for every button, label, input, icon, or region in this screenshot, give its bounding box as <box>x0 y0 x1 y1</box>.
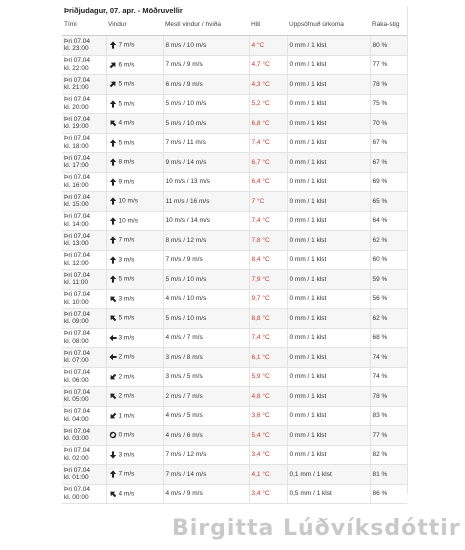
humidity-cell: 78 % <box>370 387 407 407</box>
humidity-cell: 77 % <box>370 426 407 446</box>
precip-cell: 0 mm / 1 klst <box>287 426 370 446</box>
wind-speed: 5 m/s <box>118 100 135 108</box>
row-day: Þri 07.04 <box>64 174 91 182</box>
table-row <box>62 406 407 426</box>
gust-cell: 4 m/s / 7 m/s <box>163 328 249 348</box>
row-hour: kl. 18:00 <box>64 142 89 150</box>
wind-cell <box>106 211 163 231</box>
gust-cell: 11 m/s / 16 m/s <box>163 192 249 212</box>
wind-direction-arrow-icon <box>109 41 117 49</box>
temp-cell: 5,2 °C <box>249 94 287 114</box>
table-row <box>62 172 407 192</box>
precip-cell: 0 mm / 1 klst <box>287 94 370 114</box>
wind-cell <box>106 36 163 56</box>
humidity-cell: 65 % <box>370 192 407 212</box>
wind-cell <box>106 94 163 114</box>
wind-speed: 7 m/s <box>118 470 135 478</box>
wind-speed: 5 m/s <box>118 314 135 322</box>
row-hour: kl. 22:00 <box>64 64 89 72</box>
gust-cell: 3 m/s / 8 m/s <box>163 348 249 368</box>
precip-cell: 0 mm / 1 klst <box>287 387 370 407</box>
precip-cell: 0 mm / 1 klst <box>287 114 370 134</box>
time-cell <box>62 133 106 153</box>
precip-cell: 0 mm / 1 klst <box>287 250 370 270</box>
row-day: Þri 07.04 <box>64 330 91 338</box>
humidity-cell: 75 % <box>370 94 407 114</box>
row-hour: kl. 07:00 <box>64 357 89 365</box>
weather-observation-panel <box>62 6 407 504</box>
wind-cell <box>106 465 163 485</box>
humidity-cell: 60 % <box>370 250 407 270</box>
table-row <box>62 250 407 270</box>
wind-speed: 8 m/s <box>118 158 135 166</box>
gust-cell: 8 m/s / 12 m/s <box>163 231 249 251</box>
humidity-cell: 74 % <box>370 367 407 387</box>
time-cell <box>62 367 106 387</box>
table-row <box>62 289 407 309</box>
humidity-cell: 67 % <box>370 133 407 153</box>
humidity-cell: 74 % <box>370 348 407 368</box>
table-row <box>62 153 407 173</box>
wind-speed: 1 m/s <box>118 412 135 420</box>
row-day: Þri 07.04 <box>64 310 91 318</box>
table-row <box>62 114 407 134</box>
temp-cell: 5,4 °C <box>249 426 287 446</box>
temp-cell: 4,3 °C <box>249 75 287 95</box>
precip-cell: 0 mm / 1 klst <box>287 309 370 329</box>
gust-cell: 4 m/s / 5 m/s <box>163 406 249 426</box>
wind-cell <box>106 309 163 329</box>
time-cell <box>62 231 106 251</box>
wind-cell <box>106 250 163 270</box>
precip-cell: 0 mm / 1 klst <box>287 36 370 56</box>
row-hour: kl. 08:00 <box>64 337 89 345</box>
precip-cell: 0 mm / 1 klst <box>287 75 370 95</box>
precip-cell: 0,1 mm / 1 klst <box>287 465 370 485</box>
table-row <box>62 426 407 446</box>
row-day: Þri 07.04 <box>64 135 91 143</box>
time-cell <box>62 114 106 134</box>
row-day: Þri 07.04 <box>64 388 91 396</box>
row-day: Þri 07.04 <box>64 115 91 123</box>
gust-cell: 4 m/s / 6 m/s <box>163 426 249 446</box>
time-cell <box>62 75 106 95</box>
precip-cell: 0 mm / 1 klst <box>287 211 370 231</box>
row-day: Þri 07.04 <box>64 154 91 162</box>
wind-speed: 5 m/s <box>118 80 135 88</box>
wind-direction-arrow-icon <box>109 236 117 244</box>
time-cell <box>62 172 106 192</box>
wind-speed: 7 m/s <box>118 41 135 49</box>
time-cell <box>62 36 106 56</box>
humidity-cell: 59 % <box>370 270 407 290</box>
row-day: Þri 07.04 <box>64 447 91 455</box>
wind-direction-arrow-icon <box>109 490 117 498</box>
wind-cell <box>106 289 163 309</box>
wind-direction-arrow-icon <box>109 451 117 459</box>
precip-cell: 0 mm / 1 klst <box>287 328 370 348</box>
row-day: Þri 07.04 <box>64 369 91 377</box>
table-row <box>62 465 407 485</box>
wind-direction-arrow-icon <box>109 412 117 420</box>
humidity-cell: 69 % <box>370 172 407 192</box>
header-gust: Mesti vindur / hviða <box>163 15 249 36</box>
wind-direction-arrow-icon <box>109 275 117 283</box>
row-hour: kl. 17:00 <box>64 162 89 170</box>
gust-cell: 2 m/s / 7 m/s <box>163 387 249 407</box>
wind-speed: 5 m/s <box>118 275 135 283</box>
humidity-cell: 62 % <box>370 231 407 251</box>
time-cell <box>62 387 106 407</box>
gust-cell: 5 m/s / 10 m/s <box>163 309 249 329</box>
wind-cell <box>106 172 163 192</box>
precip-cell: 0 mm / 1 klst <box>287 289 370 309</box>
temp-cell: 7,8 °C <box>249 231 287 251</box>
wind-direction-arrow-icon <box>109 431 117 439</box>
row-day: Þri 07.04 <box>64 76 91 84</box>
row-hour: kl. 10:00 <box>64 298 89 306</box>
row-day: Þri 07.04 <box>64 193 91 201</box>
wind-cell <box>106 328 163 348</box>
time-cell <box>62 406 106 426</box>
header-precip: Uppsöfnuð úrkoma <box>287 15 370 36</box>
wind-direction-arrow-icon <box>109 80 117 88</box>
wind-direction-arrow-icon <box>109 119 117 127</box>
wind-speed: 0 m/s <box>118 431 135 439</box>
gust-cell: 3 m/s / 5 m/s <box>163 367 249 387</box>
table-row <box>62 75 407 95</box>
time-cell <box>62 153 106 173</box>
table-row <box>62 211 407 231</box>
temp-cell: 3,6 °C <box>249 406 287 426</box>
wind-direction-arrow-icon <box>109 178 117 186</box>
wind-direction-arrow-icon <box>109 139 117 147</box>
wind-cell <box>106 445 163 465</box>
gust-cell: 9 m/s / 14 m/s <box>163 153 249 173</box>
table-row <box>62 387 407 407</box>
wind-cell <box>106 406 163 426</box>
wind-speed: 3 m/s <box>118 295 135 303</box>
row-hour: kl. 21:00 <box>64 84 89 92</box>
table-row <box>62 445 407 465</box>
row-hour: kl. 14:00 <box>64 220 89 228</box>
gust-cell: 7 m/s / 9 m/s <box>163 55 249 75</box>
gust-cell: 7 m/s / 12 m/s <box>163 445 249 465</box>
humidity-cell: 56 % <box>370 289 407 309</box>
temp-cell: 7,4 °C <box>249 133 287 153</box>
row-day: Þri 07.04 <box>64 96 91 104</box>
wind-direction-arrow-icon <box>109 314 117 322</box>
humidity-cell: 67 % <box>370 153 407 173</box>
humidity-cell: 68 % <box>370 328 407 348</box>
wind-cell <box>106 192 163 212</box>
table-row <box>62 231 407 251</box>
wind-cell <box>106 348 163 368</box>
table-row <box>62 309 407 329</box>
time-cell <box>62 348 106 368</box>
table-row <box>62 484 407 504</box>
temp-cell: 4,8 °C <box>249 387 287 407</box>
wind-cell <box>106 270 163 290</box>
temp-cell: 9,7 °C <box>249 289 287 309</box>
humidity-cell: 70 % <box>370 114 407 134</box>
wind-cell <box>106 133 163 153</box>
wind-cell <box>106 55 163 75</box>
wind-speed: 7 m/s <box>118 236 135 244</box>
temp-cell: 8,4 °C <box>249 250 287 270</box>
gust-cell: 4 m/s / 10 m/s <box>163 289 249 309</box>
temp-cell: 3,4 °C <box>249 445 287 465</box>
wind-cell <box>106 153 163 173</box>
table-row <box>62 367 407 387</box>
wind-speed: 3 m/s <box>118 451 135 459</box>
temp-cell: 3,4 °C <box>249 484 287 504</box>
row-hour: kl. 20:00 <box>64 103 89 111</box>
table-body <box>62 36 407 504</box>
temp-cell: 7 °C <box>249 192 287 212</box>
gust-cell: 10 m/s / 14 m/s <box>163 211 249 231</box>
row-hour: kl. 02:00 <box>64 454 89 462</box>
gust-cell: 5 m/s / 10 m/s <box>163 94 249 114</box>
row-hour: kl. 13:00 <box>64 240 89 248</box>
row-day: Þri 07.04 <box>64 291 91 299</box>
gust-cell: 6 m/s / 9 m/s <box>163 75 249 95</box>
wind-speed: 2 m/s <box>118 392 135 400</box>
table-right-border <box>407 6 408 494</box>
temp-cell: 4,1 °C <box>249 465 287 485</box>
precip-cell: 0 mm / 1 klst <box>287 270 370 290</box>
row-hour: kl. 05:00 <box>64 396 89 404</box>
row-day: Þri 07.04 <box>64 486 91 494</box>
gust-cell: 7 m/s / 9 m/s <box>163 250 249 270</box>
wind-cell <box>106 484 163 504</box>
wind-cell <box>106 114 163 134</box>
table-caption: Þriðjudagur, 07. apr. - Möðruvellir <box>64 6 183 15</box>
humidity-cell: 86 % <box>370 484 407 504</box>
temp-cell: 5,9 °C <box>249 367 287 387</box>
wind-cell <box>106 387 163 407</box>
time-cell <box>62 465 106 485</box>
row-hour: kl. 19:00 <box>64 123 89 131</box>
wind-direction-arrow-icon <box>109 295 117 303</box>
humidity-cell: 62 % <box>370 309 407 329</box>
wind-speed: 4 m/s <box>118 490 135 498</box>
temp-cell: 8,8 °C <box>249 309 287 329</box>
table-row <box>62 55 407 75</box>
row-day: Þri 07.04 <box>64 252 91 260</box>
humidity-cell: 80 % <box>370 36 407 56</box>
wind-speed: 9 m/s <box>118 178 135 186</box>
header-time: Tími <box>62 15 106 36</box>
precip-cell: 0 mm / 1 klst <box>287 348 370 368</box>
wind-direction-arrow-icon <box>109 100 117 108</box>
wind-cell <box>106 426 163 446</box>
humidity-cell: 82 % <box>370 445 407 465</box>
precip-cell: 0 mm / 1 klst <box>287 172 370 192</box>
gust-cell: 8 m/s / 10 m/s <box>163 36 249 56</box>
time-cell <box>62 426 106 446</box>
wind-direction-arrow-icon <box>109 217 117 225</box>
gust-cell: 5 m/s / 10 m/s <box>163 114 249 134</box>
precip-cell: 0,5 mm / 1 klst <box>287 484 370 504</box>
gust-cell: 5 m/s / 10 m/s <box>163 270 249 290</box>
wind-speed: 2 m/s <box>118 353 135 361</box>
row-hour: kl. 15:00 <box>64 201 89 209</box>
wind-direction-arrow-icon <box>109 353 117 361</box>
table-row <box>62 94 407 114</box>
wind-cell <box>106 231 163 251</box>
observation-table <box>62 15 407 504</box>
wind-cell <box>106 75 163 95</box>
precip-cell: 0 mm / 1 klst <box>287 406 370 426</box>
wind-direction-arrow-icon <box>109 373 117 381</box>
time-cell <box>62 192 106 212</box>
wind-speed: 4 m/s <box>118 119 135 127</box>
humidity-cell: 83 % <box>370 406 407 426</box>
table-row <box>62 348 407 368</box>
row-day: Þri 07.04 <box>64 271 91 279</box>
row-hour: kl. 03:00 <box>64 435 89 443</box>
time-cell <box>62 94 106 114</box>
row-hour: kl. 04:00 <box>64 415 89 423</box>
temp-cell: 6,7 °C <box>249 153 287 173</box>
row-day: Þri 07.04 <box>64 349 91 357</box>
temp-cell: 6,8 °C <box>249 114 287 134</box>
wind-direction-arrow-icon <box>109 197 117 205</box>
row-hour: kl. 16:00 <box>64 181 89 189</box>
humidity-cell: 78 % <box>370 75 407 95</box>
time-cell <box>62 55 106 75</box>
temp-cell: 7,4 °C <box>249 211 287 231</box>
row-hour: kl. 11:00 <box>64 279 89 287</box>
humidity-cell: 81 % <box>370 465 407 485</box>
temp-cell: 6,4 °C <box>249 172 287 192</box>
time-cell <box>62 484 106 504</box>
precip-cell: 0 mm / 1 klst <box>287 367 370 387</box>
temp-cell: 4,7 °C <box>249 55 287 75</box>
wind-speed: 2 m/s <box>118 373 135 381</box>
row-day: Þri 07.04 <box>64 213 91 221</box>
row-day: Þri 07.04 <box>64 57 91 65</box>
wind-direction-arrow-icon <box>109 61 117 69</box>
precip-cell: 0 mm / 1 klst <box>287 445 370 465</box>
row-day: Þri 07.04 <box>64 232 91 240</box>
table-row <box>62 192 407 212</box>
table-row <box>62 328 407 348</box>
wind-speed: 10 m/s <box>118 197 139 205</box>
time-cell <box>62 211 106 231</box>
wind-direction-arrow-icon <box>109 470 117 478</box>
table-row <box>62 133 407 153</box>
table-header-row <box>62 15 407 36</box>
humidity-cell: 77 % <box>370 55 407 75</box>
header-wind: Vindur <box>106 15 163 36</box>
time-cell <box>62 270 106 290</box>
precip-cell: 0 mm / 1 klst <box>287 153 370 173</box>
row-hour: kl. 00:00 <box>64 493 89 501</box>
header-temp: Hiti <box>249 15 287 36</box>
wind-speed: 3 m/s <box>118 334 135 342</box>
table-row <box>62 36 407 56</box>
gust-cell: 10 m/s / 13 m/s <box>163 172 249 192</box>
wind-speed: 5 m/s <box>118 139 135 147</box>
row-day: Þri 07.04 <box>64 427 91 435</box>
precip-cell: 0 mm / 1 klst <box>287 231 370 251</box>
humidity-cell: 64 % <box>370 211 407 231</box>
row-hour: kl. 06:00 <box>64 376 89 384</box>
gust-cell: 4 m/s / 9 m/s <box>163 484 249 504</box>
gust-cell: 7 m/s / 14 m/s <box>163 465 249 485</box>
wind-speed: 3 m/s <box>118 256 135 264</box>
wind-direction-arrow-icon <box>109 334 117 342</box>
time-cell <box>62 250 106 270</box>
precip-cell: 0 mm / 1 klst <box>287 192 370 212</box>
row-hour: kl. 23:00 <box>64 45 89 53</box>
wind-direction-arrow-icon <box>109 158 117 166</box>
row-hour: kl. 01:00 <box>64 474 89 482</box>
wind-cell <box>106 367 163 387</box>
table-row <box>62 270 407 290</box>
wind-direction-arrow-icon <box>109 392 117 400</box>
row-hour: kl. 12:00 <box>64 259 89 267</box>
time-cell <box>62 328 106 348</box>
wind-speed: 10 m/s <box>118 217 139 225</box>
time-cell <box>62 445 106 465</box>
wind-speed: 6 m/s <box>118 61 135 69</box>
watermark-text: Birgitta Lúðvíksdóttir <box>172 516 461 541</box>
time-cell <box>62 309 106 329</box>
row-hour: kl. 09:00 <box>64 318 89 326</box>
header-humidity: Raka-stig <box>370 15 407 36</box>
temp-cell: 7,9 °C <box>249 270 287 290</box>
temp-cell: 7,4 °C <box>249 328 287 348</box>
gust-cell: 7 m/s / 11 m/s <box>163 133 249 153</box>
time-cell <box>62 289 106 309</box>
row-day: Þri 07.04 <box>64 37 91 45</box>
precip-cell: 0 mm / 1 klst <box>287 133 370 153</box>
row-day: Þri 07.04 <box>64 408 91 416</box>
precip-cell: 0 mm / 1 klst <box>287 55 370 75</box>
temp-cell: 6,1 °C <box>249 348 287 368</box>
temp-cell: 4 °C <box>249 36 287 56</box>
wind-direction-arrow-icon <box>109 256 117 264</box>
row-day: Þri 07.04 <box>64 466 91 474</box>
